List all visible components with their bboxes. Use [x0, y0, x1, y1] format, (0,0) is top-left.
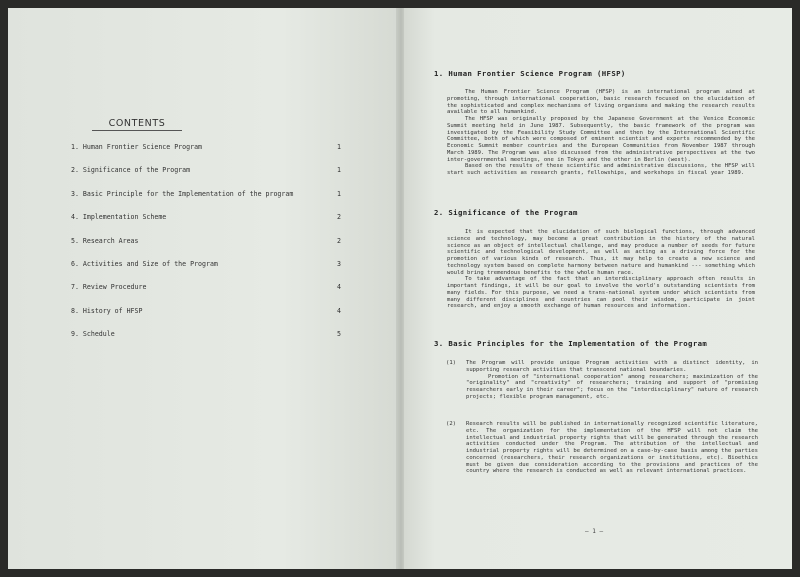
principle-item-1 [446, 360, 758, 401]
toc-entry-label: 2. Significance of the Program [71, 166, 191, 175]
toc-entry [71, 260, 341, 283]
paragraph: The HFSP was originally proposed by the Japanese Government at the Venice Economic Summit meeting held in June 1987. Subsequently, the basic framework of the program was investigated by the Feasibility Study Committee and then by the International Scientific Committee, both of which were composed of eminent scientist and experts recommended by the Economic Summit member countries and the European Communities from November 1987 through March 1989. The Program was also discussed from the administrative perspectives at the two inter-governmental meetings, one in Tokyo and the other in Berlin (west). [447, 116, 755, 163]
toc-entry-page: 1 [337, 189, 341, 198]
paragraph: To take advantage of the fact that an interdisciplinary approach often results in important findings, it will be our goal to involve the world's outstanding scientists from many fields. For this purpose, we need a trans-national system under which scientists from many different disciplines and countries can pool their wisdom, participate in joint research, and enjoy a smooth exchange of human resources and information. [447, 276, 755, 310]
toc-entry-page: 3 [337, 259, 341, 268]
paragraph: Research results will be published in internationally recognized scientific literature, etc. The organization for the implementation of the HFSP will not claim the intellectual and industrial property rights that will be generated through the research activities conducted under the Program. The attribution of the intellectual and industrial property rights will be determined on a case-by-case basis among the parties concerned (researchers, their research organizations or institutions, etc). Bioethics must be given due consideration according to the provisions and practices of the country where the research is conducted as well as relevant international practices. [466, 421, 758, 475]
item-number: (2) [446, 421, 457, 427]
toc-entry-label: 8. History of HFSP [71, 306, 143, 315]
toc-entry [71, 307, 341, 330]
item-body [466, 360, 758, 401]
section-2-heading: 2. Significance of the Program [434, 208, 578, 217]
section-1-heading: 1. Human Frontier Science Program (HFSP) [434, 69, 626, 78]
paragraph: It is expected that the elucidation of such biological functions, through advanced science and technology, may become a great contribution in the history of the natural science as an object of intellectual challenge, and may produce a number of seeds for future scientific and technological development, as well as acting as a driving force for the promotion of various kinds of research. Thus, it may help to create a new science and technology system based on complete harmony between nature and humankind --- something which would bring tremendous benefits to the whole human race. [447, 229, 755, 276]
toc-entry [71, 143, 341, 166]
toc-entry [71, 166, 341, 189]
contents-list [71, 143, 341, 354]
section-2-body [447, 229, 755, 310]
toc-entry-page: 4 [337, 283, 341, 292]
contents-title: CONTENTS [92, 118, 182, 131]
section-1-body [447, 89, 755, 177]
toc-entry [71, 190, 341, 213]
toc-entry-label: 5. Research Areas [71, 236, 139, 245]
toc-entry-page: 2 [337, 213, 341, 222]
page-number: — 1 — [585, 528, 604, 535]
paragraph: The Human Frontier Science Program (HFSP) is an international program aimed at promoting, through international cooperation, basic research focused on the elucidation of the sophisticated and complex mechanisms of living organisms and making the research results available to all humankind. [447, 89, 755, 116]
toc-entry-label: 6. Activities and Size of the Program [71, 259, 218, 268]
toc-entry [71, 283, 341, 306]
toc-entry-page: 1 [337, 166, 341, 175]
paragraph: Based on the results of these scientific and administrative discussions, the HFSP will start such activities as research grants, fellowships, and workshops in fiscal year 1989. [447, 163, 755, 176]
toc-entry-label: 9. Schedule [71, 330, 115, 339]
paragraph: The Program will provide unique Program activities with a distinct identity, in supporting research activities that transcend national boundaries. [466, 360, 758, 373]
principle-item-2 [446, 421, 758, 475]
toc-entry-page: 4 [337, 306, 341, 315]
toc-entry-label: 7. Review Procedure [71, 283, 147, 292]
item-number: (1) [446, 360, 457, 366]
toc-entry-label: 3. Basic Principle for the Implementation of the program [71, 189, 294, 198]
paragraph: Promotion of "international cooperation" among researchers; maximization of the "originality" and "creativity" of researchers; training and support of "promising researchers early in their career"; focus on the "interdisciplinary" nature of research projects; flexible program management, etc. [466, 373, 758, 400]
toc-entry-page: 1 [337, 143, 341, 151]
toc-entry-page: 5 [337, 330, 341, 339]
item-body [466, 421, 758, 475]
toc-entry-label: 1. Human Frontier Science Program [71, 143, 203, 151]
toc-entry [71, 213, 341, 236]
toc-entry-page: 2 [337, 236, 341, 245]
section-3-heading: 3. Basic Principles for the Implementation of the Program [434, 339, 708, 348]
toc-entry-label: 4. Implementation Scheme [71, 213, 167, 222]
toc-entry [71, 330, 341, 353]
toc-entry [71, 237, 341, 260]
